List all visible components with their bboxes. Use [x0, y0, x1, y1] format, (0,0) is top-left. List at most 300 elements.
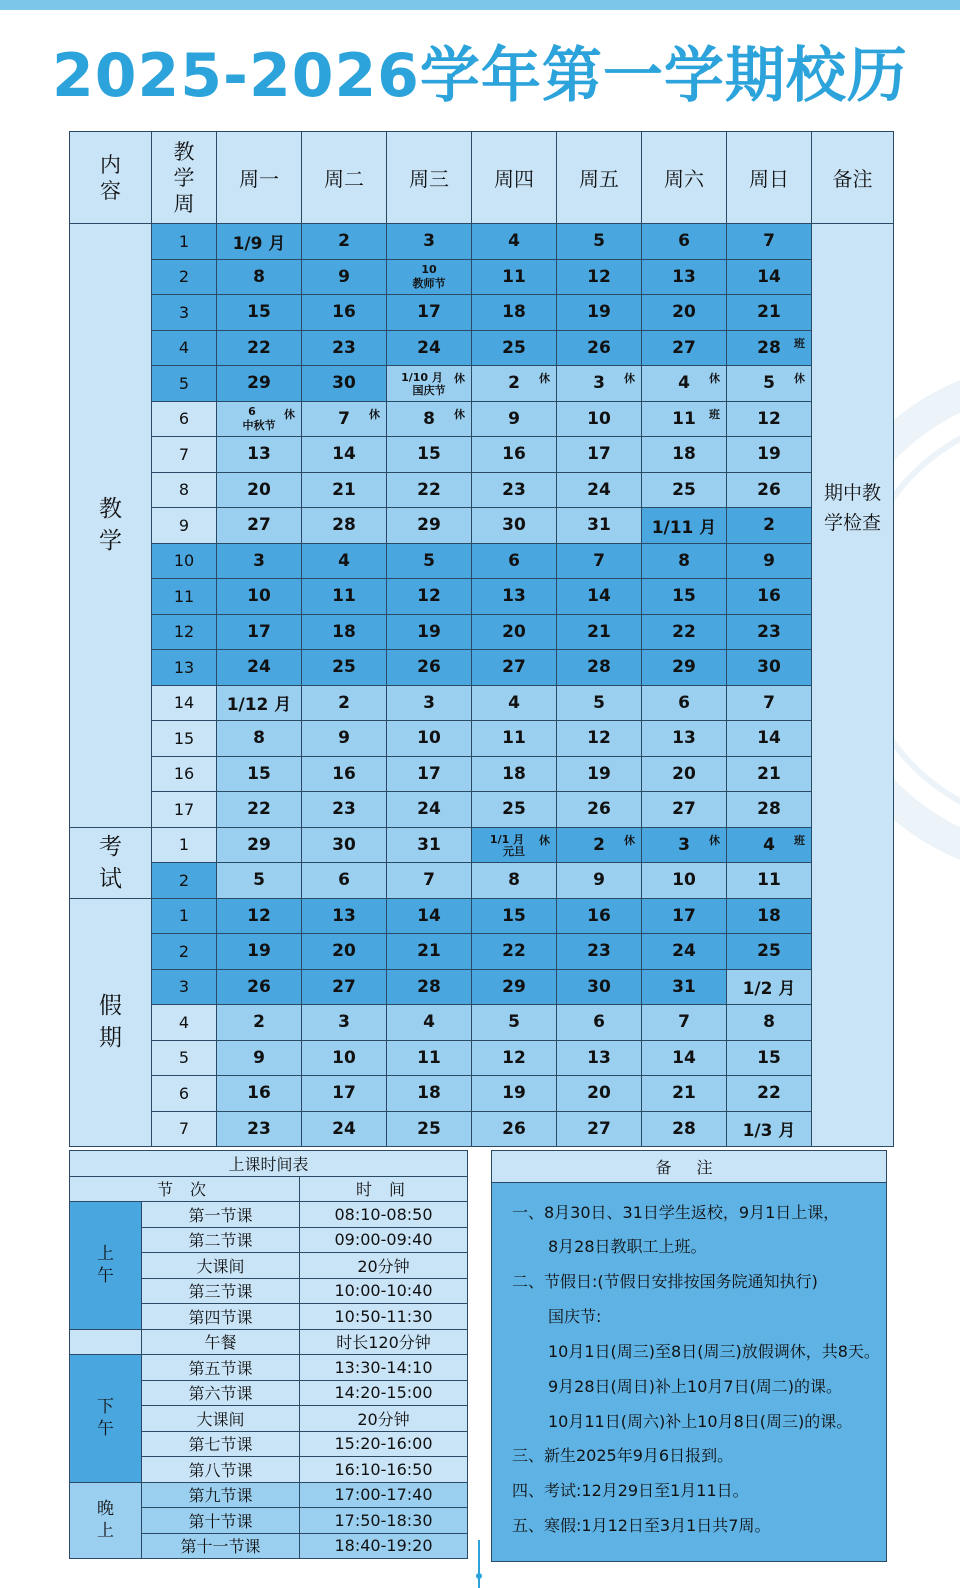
date-cell [217, 260, 302, 296]
date-cell [387, 331, 472, 367]
date-cell [387, 970, 472, 1006]
section-label-char: 教 [99, 496, 122, 523]
date-value: 5 [253, 870, 265, 891]
date-cell [472, 1041, 557, 1077]
date-cell [727, 650, 812, 686]
date-value: 3 [678, 834, 690, 855]
date-value: 17 [587, 444, 611, 465]
date-value: 13 [502, 586, 526, 607]
date-cell [727, 828, 812, 864]
date-cell [472, 544, 557, 580]
period-morning [70, 1202, 142, 1330]
date-cell [472, 1005, 557, 1041]
week-number-text: 2 [178, 941, 190, 961]
date-cell [642, 295, 727, 331]
date-value: 12 [587, 728, 611, 749]
date-value: 3 [593, 373, 605, 394]
date-value: 2 [508, 373, 520, 394]
date-value: 5 [508, 1012, 520, 1033]
header-week-char: 周 [173, 191, 195, 216]
date-cell [387, 934, 472, 970]
note-line: 一、8月30日、31日学生返校，9月1日上课， [512, 1203, 840, 1222]
date-value: 1/3 月 [742, 1121, 796, 1142]
date-cell [557, 224, 642, 260]
date-cell [387, 863, 472, 899]
date-cell [302, 686, 387, 722]
date-value: 13 [672, 266, 696, 287]
date-cell [472, 473, 557, 509]
week-number-text: 12 [173, 622, 195, 642]
date-cell [217, 1076, 302, 1112]
date-cell [642, 650, 727, 686]
date-cell [217, 899, 302, 935]
rest-day-tag: 休 [539, 372, 550, 385]
date-cell [727, 757, 812, 793]
date-cell [557, 721, 642, 757]
date-value: 4 [508, 231, 520, 252]
date-value: 27 [587, 1118, 611, 1139]
date-cell [217, 721, 302, 757]
week-number [152, 260, 217, 296]
date-cell [387, 437, 472, 473]
week-number [152, 686, 217, 722]
date-cell [302, 1112, 387, 1148]
date-value: 8 [508, 870, 520, 891]
session-time: 20分钟 [300, 1253, 468, 1279]
date-value: 5 [593, 692, 605, 713]
date-cell [557, 508, 642, 544]
date-value: 28 [332, 515, 356, 536]
date-cell [217, 863, 302, 899]
week-number-text: 5 [178, 373, 190, 393]
header-day-label: 周六 [664, 167, 704, 191]
date-cell [642, 757, 727, 793]
date-cell [472, 757, 557, 793]
date-value: 30 [502, 515, 526, 536]
date-value: 19 [587, 302, 611, 323]
date-value: 6 [248, 404, 256, 418]
date-cell [302, 544, 387, 580]
date-value: 8 [763, 1012, 775, 1033]
period-afternoon [70, 1355, 142, 1483]
date-value: 22 [672, 621, 696, 642]
date-cell [642, 544, 727, 580]
week-number-text: 9 [178, 515, 190, 535]
date-value: 31 [417, 834, 441, 855]
period-label-char: 上 [97, 1521, 114, 1542]
date-value: 3 [423, 231, 435, 252]
date-cell [217, 366, 302, 402]
date-value: 10 [247, 586, 271, 607]
week-number [152, 331, 217, 367]
week-number [152, 863, 217, 899]
date-cell [642, 224, 727, 260]
date-cell [557, 437, 642, 473]
session-name: 午餐 [142, 1330, 300, 1356]
date-cell [472, 828, 557, 864]
date-value: 24 [417, 799, 441, 820]
date-value: 11 [672, 408, 696, 429]
header-day [642, 132, 727, 224]
date-value: 21 [757, 763, 781, 784]
header-day-label: 周二 [324, 167, 364, 191]
header-remark [812, 132, 894, 224]
date-value: 17 [417, 763, 441, 784]
rest-day-tag: 休 [369, 407, 380, 421]
date-value: 26 [417, 657, 441, 678]
week-number [152, 615, 217, 651]
date-value: 26 [587, 337, 611, 358]
midterm-check-line: 期中教 [823, 481, 881, 504]
date-value: 18 [332, 621, 356, 642]
date-value: 17 [332, 1083, 356, 1104]
date-value: 15 [417, 444, 441, 465]
date-value: 17 [417, 302, 441, 323]
date-cell [217, 970, 302, 1006]
date-cell [557, 260, 642, 296]
date-value: 9 [593, 870, 605, 891]
date-cell [302, 615, 387, 651]
festival-label: 国庆节 [412, 383, 446, 397]
date-cell [217, 295, 302, 331]
date-value: 27 [672, 799, 696, 820]
date-cell [642, 579, 727, 615]
midterm-check-line: 学检查 [823, 511, 881, 534]
header-day [387, 132, 472, 224]
date-value: 16 [587, 905, 611, 926]
date-value: 1/11 月 [651, 517, 717, 538]
date-value: 18 [417, 1083, 441, 1104]
header-week-char: 学 [173, 165, 195, 190]
date-cell [642, 686, 727, 722]
week-number-text: 1 [178, 231, 190, 251]
date-cell [302, 721, 387, 757]
date-cell [557, 544, 642, 580]
date-value: 30 [757, 657, 781, 678]
date-cell [302, 402, 387, 438]
date-value: 22 [417, 479, 441, 500]
week-number-text: 6 [178, 1083, 190, 1103]
session-time: 17:00-17:40 [300, 1483, 468, 1509]
date-cell [727, 544, 812, 580]
date-value: 12 [502, 1047, 526, 1068]
date-value: 28 [757, 799, 781, 820]
page-title: 2025-2026学年第一学期校历 [52, 41, 908, 111]
week-number-text: 6 [178, 409, 190, 429]
date-value: 17 [247, 621, 271, 642]
date-value: 29 [502, 976, 526, 997]
date-cell [557, 899, 642, 935]
date-value: 22 [757, 1083, 781, 1104]
period-label-char: 上 [97, 1244, 114, 1265]
work-day-tag: 班 [794, 833, 805, 847]
date-cell [302, 899, 387, 935]
date-cell [642, 934, 727, 970]
date-value: 16 [757, 586, 781, 607]
date-value: 14 [757, 728, 781, 749]
date-cell [727, 366, 812, 402]
date-cell [387, 295, 472, 331]
date-cell [727, 508, 812, 544]
date-cell [217, 686, 302, 722]
date-value: 9 [763, 550, 775, 571]
week-number [152, 1005, 217, 1041]
date-value: 14 [417, 905, 441, 926]
date-value: 2 [338, 231, 350, 252]
week-number [152, 224, 217, 260]
date-cell [217, 1041, 302, 1077]
date-value: 6 [508, 550, 520, 571]
festival-label: 教师节 [412, 277, 446, 290]
date-cell [302, 863, 387, 899]
week-number [152, 899, 217, 935]
session-name: 第四节课 [142, 1304, 300, 1330]
date-cell [642, 473, 727, 509]
work-day-tag: 班 [709, 407, 720, 421]
session-name: 第二节课 [142, 1228, 300, 1254]
festival-label: 中秋节 [242, 419, 276, 432]
date-value: 25 [502, 337, 526, 358]
session-time: 时长120分钟 [300, 1330, 468, 1356]
date-cell [387, 792, 472, 828]
date-value: 13 [672, 728, 696, 749]
period-label-char: 晚 [97, 1499, 114, 1520]
date-cell [642, 508, 727, 544]
date-value: 2 [593, 834, 605, 855]
date-value: 4 [763, 834, 775, 855]
date-value: 20 [332, 941, 356, 962]
date-cell [727, 295, 812, 331]
date-value: 4 [508, 692, 520, 713]
date-value: 19 [417, 621, 441, 642]
session-time: 17:50-18:30 [300, 1508, 468, 1534]
date-value: 15 [247, 302, 271, 323]
date-cell [642, 1112, 727, 1148]
header-day-label: 周五 [579, 167, 619, 191]
date-cell [302, 366, 387, 402]
date-value: 7 [763, 231, 775, 252]
date-cell [302, 508, 387, 544]
date-value: 26 [247, 976, 271, 997]
date-cell [642, 721, 727, 757]
date-cell [217, 544, 302, 580]
date-cell [472, 1112, 557, 1148]
date-value: 28 [587, 657, 611, 678]
date-value: 23 [757, 621, 781, 642]
header-content [70, 132, 152, 224]
week-number [152, 544, 217, 580]
date-value: 8 [253, 728, 265, 749]
section-label [70, 899, 152, 1148]
session-name: 大课间 [142, 1406, 300, 1432]
lunch-blank [70, 1330, 142, 1356]
date-cell [217, 437, 302, 473]
date-value: 9 [338, 728, 350, 749]
rest-day-tag: 休 [624, 372, 635, 385]
header-day-label: 周一 [239, 167, 279, 191]
date-value: 7 [423, 870, 435, 891]
note-line: 10月11日(周六)补上10月8日(周三)的课。 [548, 1412, 853, 1431]
date-cell [472, 331, 557, 367]
date-value: 21 [417, 941, 441, 962]
date-cell [387, 899, 472, 935]
date-cell [727, 721, 812, 757]
festival-label: 元旦 [503, 845, 525, 858]
date-value: 19 [247, 941, 271, 962]
date-value: 19 [757, 444, 781, 465]
date-value: 3 [423, 692, 435, 713]
date-value: 23 [247, 1118, 271, 1139]
date-value: 3 [253, 550, 265, 571]
date-cell [387, 1112, 472, 1148]
section-label-char: 试 [99, 865, 122, 892]
date-value: 29 [417, 515, 441, 536]
week-number-text: 16 [173, 764, 195, 784]
midterm-check-note [812, 478, 893, 538]
date-cell [302, 579, 387, 615]
section-label-char: 考 [99, 833, 122, 860]
week-number-text: 3 [178, 977, 190, 997]
date-value: 6 [678, 692, 690, 713]
rest-day-tag: 休 [284, 407, 295, 421]
session-name: 第七节课 [142, 1432, 300, 1458]
date-value: 15 [757, 1047, 781, 1068]
week-number-text: 10 [173, 551, 195, 571]
date-cell [302, 828, 387, 864]
date-value: 15 [247, 763, 271, 784]
date-value: 12 [757, 408, 781, 429]
date-cell [302, 295, 387, 331]
date-cell [472, 650, 557, 686]
notes-title: 备 注 [492, 1151, 886, 1183]
date-cell [387, 508, 472, 544]
date-value: 29 [672, 657, 696, 678]
date-value: 11 [757, 870, 781, 891]
date-cell [302, 650, 387, 686]
date-cell [217, 331, 302, 367]
date-value: 24 [587, 479, 611, 500]
date-value: 1/2 月 [742, 979, 796, 1000]
date-cell [387, 402, 472, 438]
date-cell [302, 1005, 387, 1041]
week-number [152, 579, 217, 615]
date-value: 1/1 月 [489, 832, 525, 846]
date-cell [557, 473, 642, 509]
section-label-char: 学 [99, 528, 122, 555]
date-value: 3 [338, 1012, 350, 1033]
date-value: 7 [763, 692, 775, 713]
header-content-char: 内 [100, 152, 121, 177]
date-value: 27 [502, 657, 526, 678]
date-cell [557, 650, 642, 686]
date-value: 23 [332, 799, 356, 820]
date-value: 26 [587, 799, 611, 820]
note-line: 三、新生2025年9月6日报到。 [512, 1446, 734, 1465]
date-cell [217, 579, 302, 615]
session-time: 15:20-16:00 [300, 1432, 468, 1458]
date-cell [727, 792, 812, 828]
date-cell [727, 970, 812, 1006]
week-number [152, 1112, 217, 1148]
date-value: 12 [587, 266, 611, 287]
date-value: 7 [593, 550, 605, 571]
date-value: 19 [587, 763, 611, 784]
session-time: 08:10-08:50 [300, 1202, 468, 1228]
date-value: 23 [502, 479, 526, 500]
date-cell [217, 1005, 302, 1041]
date-cell [727, 331, 812, 367]
date-value: 22 [247, 799, 271, 820]
week-number [152, 650, 217, 686]
note-line: 五、寒假:1月12日至3月1日共7周。 [512, 1516, 771, 1535]
date-value: 9 [508, 408, 520, 429]
session-name: 大课间 [142, 1253, 300, 1279]
date-cell [472, 863, 557, 899]
date-cell [387, 473, 472, 509]
date-cell [472, 899, 557, 935]
date-cell [727, 686, 812, 722]
section-label [70, 224, 152, 828]
date-value: 20 [247, 479, 271, 500]
header-content-char: 容 [100, 178, 121, 203]
date-value: 6 [678, 231, 690, 252]
date-value: 16 [332, 302, 356, 323]
week-number-text: 14 [173, 693, 195, 713]
date-cell [472, 508, 557, 544]
date-cell [217, 224, 302, 260]
week-number [152, 437, 217, 473]
week-number-text: 5 [178, 1048, 190, 1068]
date-cell [387, 544, 472, 580]
date-value: 11 [417, 1047, 441, 1068]
date-cell [302, 1041, 387, 1077]
date-cell [387, 366, 472, 402]
date-cell [302, 1076, 387, 1112]
date-cell [642, 260, 727, 296]
date-cell [642, 970, 727, 1006]
date-value: 30 [332, 834, 356, 855]
note-line: 二、节假日:(节假日安排按国务院通知执行) [512, 1272, 818, 1291]
rest-day-tag: 休 [454, 372, 465, 385]
date-value: 7 [338, 408, 350, 429]
date-value: 10 [587, 408, 611, 429]
date-cell [727, 863, 812, 899]
date-cell [557, 757, 642, 793]
date-cell [387, 686, 472, 722]
header-week-char: 教 [173, 139, 195, 164]
date-value: 29 [247, 373, 271, 394]
date-value: 10 [672, 870, 696, 891]
date-value: 27 [672, 337, 696, 358]
date-value: 22 [247, 337, 271, 358]
date-cell [642, 899, 727, 935]
date-cell [217, 402, 302, 438]
session-time: 16:10-16:50 [300, 1457, 468, 1483]
date-cell [387, 1005, 472, 1041]
date-cell [557, 366, 642, 402]
date-value: 11 [332, 586, 356, 607]
date-cell [727, 473, 812, 509]
date-cell [727, 402, 812, 438]
date-cell [302, 260, 387, 296]
date-value: 20 [587, 1083, 611, 1104]
date-cell [472, 615, 557, 651]
note-line: 四、考试:12月29日至1月11日。 [512, 1481, 749, 1500]
week-number [152, 402, 217, 438]
date-value: 26 [757, 479, 781, 500]
date-value: 23 [332, 337, 356, 358]
date-value: 1/9 月 [232, 233, 286, 254]
